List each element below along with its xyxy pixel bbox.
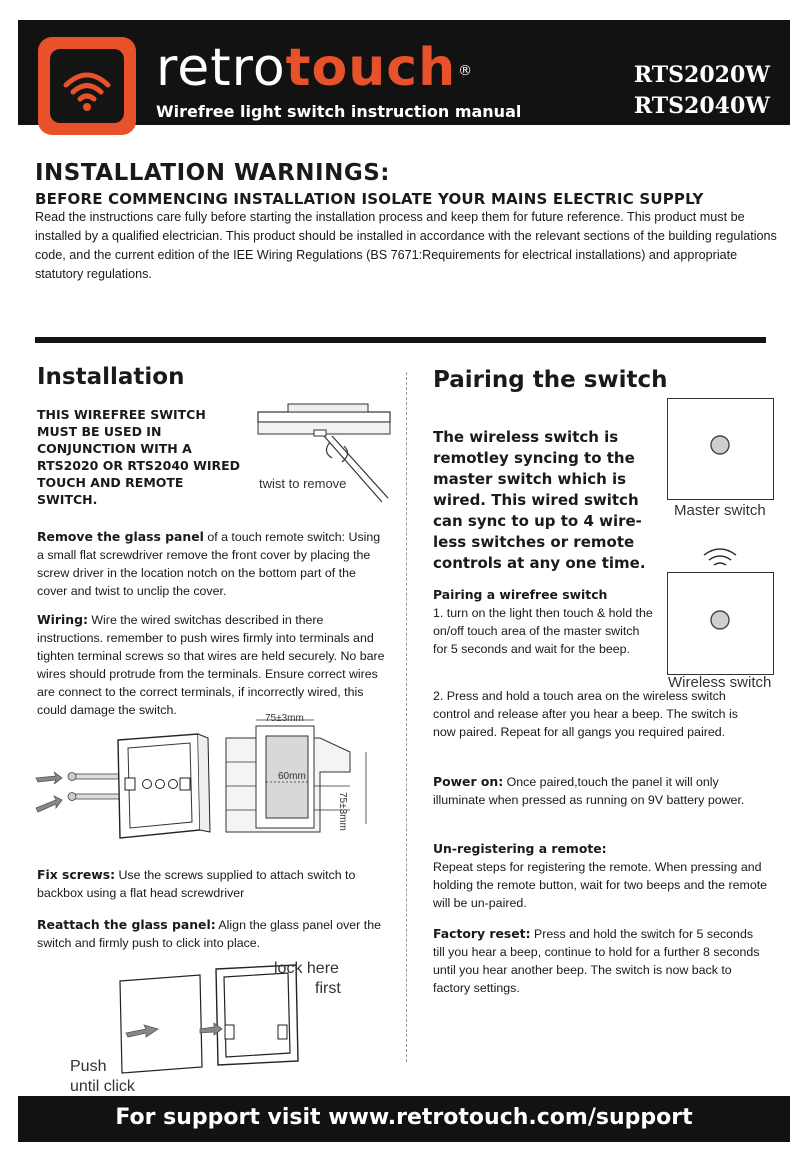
installation-notice: THIS WIREFREE SWITCH MUST BE USED IN CONJUNCTION WITH A RTS2020 OR RTS2040 WIRED TOUCH AND REMOTE SWITCH. [37, 407, 241, 507]
twist-label: twist to remove [259, 476, 347, 491]
dim-width-label: 75±3mm [265, 713, 304, 724]
logo [38, 37, 136, 135]
reset-text: Press and hold the switch for 5 seconds till you hear a beep, continue to hold for a further 8 seconds until you hear another beep. The switch is now back to factory settings. [433, 927, 760, 995]
support-footer [18, 1096, 790, 1142]
push-label-2: until click [70, 1078, 135, 1095]
reattach-text: Align the glass panel over the switch and firmly push to click into place. [37, 918, 381, 950]
wirefree-step-2: 2. Press and hold a touch area on the wireless switch control and release after you hear a beep. The switch is now paired. Repeat for all gangs you required paired. [433, 689, 738, 739]
fix-screws-paragraph [37, 866, 382, 902]
reattach-heading: Reattach the glass panel: [37, 917, 216, 932]
wiring-paragraph [37, 611, 387, 719]
fix-text: Use the screws supplied to attach switch to backbox using a flat head screwdriver [37, 868, 356, 900]
unregister-paragraph [433, 840, 773, 912]
pairing-wirefree-paragraph [433, 586, 653, 658]
dim-depth-label: 60mm [278, 771, 306, 782]
brand-wordmark [156, 38, 473, 101]
wiring-heading: Wiring: [37, 612, 88, 627]
power-text: Once paired,touch the panel it will only illuminate when pressed as running on 9V battery power. [433, 775, 745, 807]
unregister-text: Repeat steps for registering the remote. When pressing and holding the remote button, wait for two beeps and the remote will be un-paired. [433, 860, 768, 910]
push-label-1: Push [70, 1058, 107, 1075]
lock-label-2: first [315, 980, 341, 997]
support-text: For support visit www.retrotouch.com/support [115, 1105, 693, 1130]
pairing-title: Pairing the switch [433, 367, 668, 393]
warnings-body: Read the instructions care fully before starting the installation process and keep them for future reference. This product must be installed by a qualified electrician. This product should be installed in accordance with the relevant sections of the building regulations code, and the current edition of the IEE Wiring Regulations (BS 7671:Requirements for electrical installations) and appropriate statutory regulations. [35, 210, 777, 281]
reattach-diagram [110, 955, 410, 1085]
model-2: RTS2040W [633, 93, 770, 119]
model-numbers [634, 60, 770, 122]
twist-remove-diagram [250, 410, 400, 510]
installation-title: Installation [37, 364, 185, 390]
fix-heading: Fix screws: [37, 867, 116, 882]
registered-mark: ® [458, 63, 474, 79]
lock-label-1: lock here [274, 960, 339, 977]
pairing-intro: The wireless switch is remotley syncing to the master switch which is wired. This wired switch can sync to up to 4 wire-less switches or remote controls at any one time. [433, 428, 646, 572]
warnings-title: INSTALLATION WARNINGS: [35, 160, 391, 186]
model-1: RTS2020W [633, 62, 770, 88]
dim-height-label: 75±3mm [337, 792, 348, 831]
power-on-paragraph [433, 773, 768, 809]
unregister-heading: Un-registering a remote: [433, 841, 607, 856]
remove-heading: Remove the glass panel [37, 529, 204, 544]
remove-text: of a touch remote switch: Using a small flat screwdriver remove the front cover by placing the screw driver in the location notch on the bottom part of the cover and twist to unclip the cover. [37, 530, 381, 598]
brand-part-2: touch [285, 38, 457, 98]
wiring-text: Wire the wired switchas described in there instructions. remember to push wires firmly into terminals and tighten terminal screws so that wires are held securely. No bare wires should protrude from the terminals. Ensure correct wires are connect to the correct terminals, if incorrectly wired, this could damage the switch. [37, 613, 385, 717]
wirefree-heading: Pairing a wirefree switch [433, 587, 608, 602]
manual-subtitle: Wirefree light switch instruction manual [156, 102, 522, 121]
wireless-switch-label: Wireless switch [668, 674, 772, 691]
brand-part-1: retro [156, 38, 286, 98]
wireless-switch-diagram [667, 545, 777, 650]
master-switch-diagram [667, 398, 777, 503]
section-divider [35, 337, 766, 343]
reset-heading: Factory reset: [433, 926, 531, 941]
power-heading: Power on: [433, 774, 504, 789]
wirefree-step-1: 1. turn on the light then touch & hold the on/off touch area of the master switch for 5 seconds and wait for the beep. [433, 606, 653, 656]
reattach-paragraph [37, 916, 389, 952]
factory-reset-paragraph [433, 925, 768, 997]
remove-glass-paragraph [37, 528, 382, 600]
header-banner [18, 20, 790, 125]
warnings-subtitle: BEFORE COMMENCING INSTALLATION ISOLATE YOUR MAINS ELECTRIC SUPPLY [35, 190, 704, 208]
wireless-signal-icon [50, 49, 124, 123]
wiring-diagram [30, 712, 390, 852]
master-switch-label: Master switch [674, 502, 766, 519]
